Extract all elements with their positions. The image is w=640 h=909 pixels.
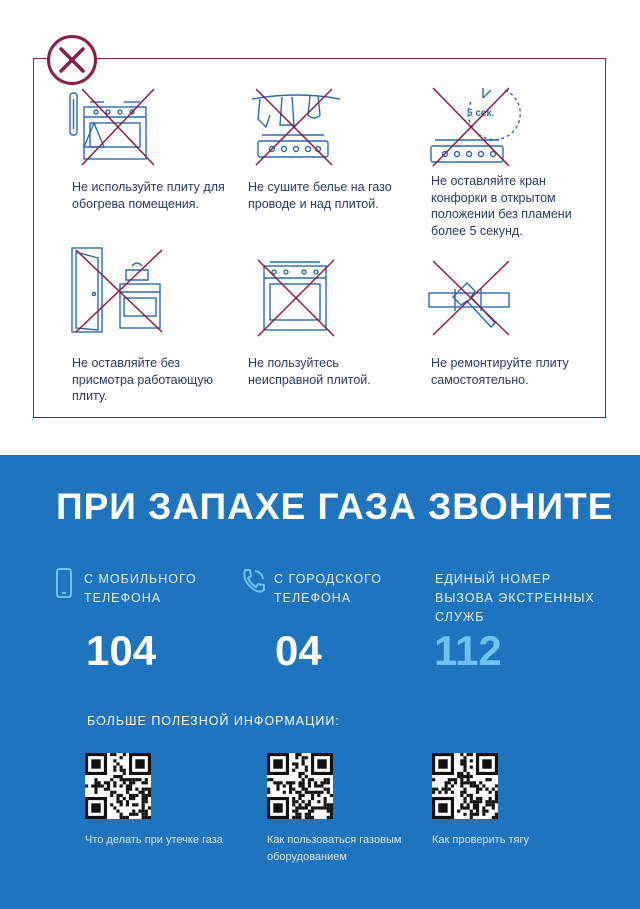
unattended-stove-icon [66, 244, 166, 336]
phone-number-emergency[interactable]: 112 [434, 627, 502, 674]
warning-text: Не пользуйтесь неисправной плитой. [248, 356, 371, 387]
qr-code[interactable] [85, 753, 151, 819]
warning-text: Не оставляйте без присмотра работающую плиту. [72, 356, 214, 403]
qr-code[interactable] [267, 753, 333, 819]
more-info-heading: БОЛЬШЕ ПОЛЕЗНОЙ ИНФОРМАЦИИ: [87, 714, 340, 728]
warning-text: Не используйте плиту для обогрева помещения. [72, 180, 225, 211]
contact-label-emergency: ЕДИНЫЙ НОМЕР ВЫЗОВА ЭКСТРЕННЫХ СЛУЖБ [435, 572, 595, 624]
qr-caption: Как пользоваться газовым оборудованием [267, 834, 402, 863]
mobile-phone-icon [55, 567, 73, 599]
timer-label: 5 сек. [467, 108, 495, 119]
contact-label-mobile: С МОБИЛЬНОГО ТЕЛЕФОНА [84, 572, 197, 605]
phone-number-landline[interactable]: 04 [275, 627, 322, 674]
warning-text: Не сушите белье на газо проводе и над плитой. [248, 180, 392, 211]
contact-label-landline: С ГОРОДСКОГО ТЕЛЕФОНА [274, 572, 382, 605]
broken-stove-icon [252, 258, 342, 338]
qr-code[interactable] [432, 753, 498, 819]
phone-number-mobile[interactable]: 104 [86, 627, 157, 674]
qr-caption: Что делать при утечке газа [85, 834, 223, 846]
pipe-wrench-icon [425, 257, 520, 337]
prohibition-x-icon [47, 35, 97, 85]
landline-phone-icon [239, 567, 267, 595]
page-title: ПРИ ЗАПАХЕ ГАЗА ЗВОНИТЕ [56, 486, 614, 527]
qr-caption: Как проверить тягу [432, 834, 530, 846]
laundry-drying-icon [248, 85, 348, 170]
open-burner-timer-icon [425, 80, 525, 170]
warning-text: Не оставляйте кран конфорки в открытом положении без пламени более 5 секунд. [431, 174, 572, 238]
warning-text: Не ремонтируйте плиту самостоятельно. [431, 356, 569, 387]
stove-heating-icon [64, 85, 164, 170]
